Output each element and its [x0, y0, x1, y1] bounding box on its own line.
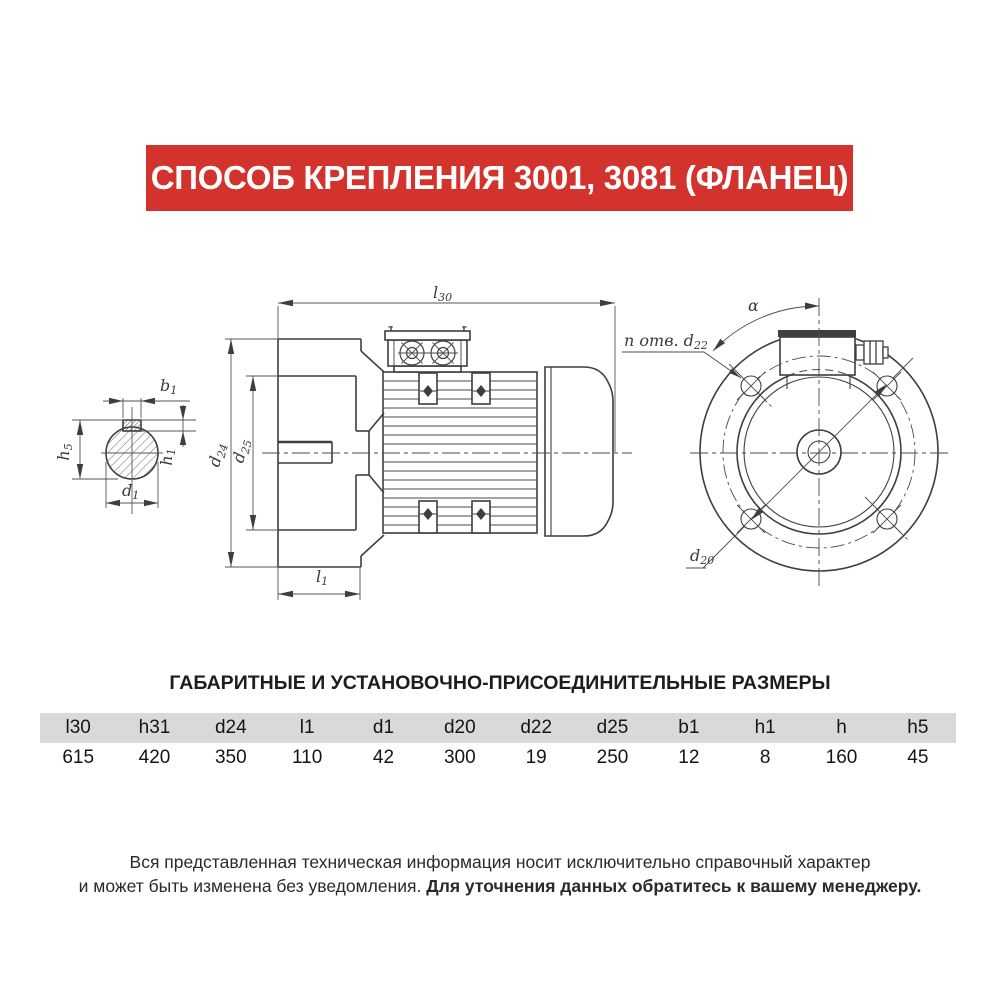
dim-label-d1: d1 — [122, 481, 140, 502]
banner-title: СПОСОБ КРЕПЛЕНИЯ 3001, 3081 (ФЛАНЕЦ) — [150, 159, 849, 196]
dim-label-n-holes-d22: n отв. d22 — [624, 331, 708, 352]
table-value-cell: 45 — [907, 747, 929, 768]
table-value-cell: 42 — [372, 747, 395, 768]
table-header-cell: h5 — [907, 717, 929, 738]
table-header-cell: d22 — [520, 717, 553, 738]
cable-gland-front — [856, 341, 888, 364]
disclaimer-line2-bold: Для уточнения данных обратитесь к вашему менеджеру. — [426, 876, 922, 896]
dim-label-l1: l1 — [316, 567, 329, 588]
table-value-cell: 12 — [678, 747, 700, 768]
dim-label-h5: h5 — [54, 443, 75, 461]
table-header-cell: h1 — [754, 717, 776, 738]
dim-label-d25: d25 — [228, 438, 255, 465]
disclaimer-line1: Вся представленная техническая информация носит исключительно справочный характер — [129, 852, 871, 872]
table-header-cell: d24 — [214, 717, 247, 738]
table-value-cell: 250 — [596, 747, 629, 768]
dimensions-section-title: ГАБАРИТНЫЕ И УСТАНОВОЧНО-ПРИСОЕДИНИТЕЛЬНЫЕ РАЗМЕРЫ — [169, 672, 831, 694]
dim-label-h1: h1 — [157, 448, 178, 466]
table-value-row — [40, 743, 956, 773]
table-header-cell: h31 — [138, 717, 171, 738]
dimensions-table — [40, 713, 956, 773]
table-value-cell: 420 — [138, 747, 171, 768]
motor-body — [383, 372, 537, 533]
table-header-cell: d20 — [443, 717, 476, 738]
dim-label-d24: d24 — [204, 442, 231, 469]
disclaimer — [0, 850, 1000, 898]
table-header-cell: b1 — [678, 717, 700, 738]
table-value-cell: 615 — [62, 747, 95, 768]
dim-label-alpha: α — [748, 296, 759, 315]
table-header-cell: h — [836, 717, 847, 738]
table-header-cell: l1 — [299, 717, 315, 738]
table-header-row — [40, 713, 956, 743]
table-value-cell: 160 — [825, 747, 858, 768]
table-header-cell: d1 — [372, 717, 395, 738]
dim-label-l30: l30 — [433, 283, 453, 304]
table-header-cell: l30 — [65, 717, 91, 738]
table-value-cell: 300 — [443, 747, 476, 768]
dim-label-b1: b1 — [160, 376, 178, 397]
disclaimer-line2 — [0, 874, 1000, 898]
table-header-cell: d25 — [596, 717, 629, 738]
motor-side-view — [225, 300, 632, 600]
dim-label-d20: d20 — [690, 546, 715, 567]
fan-cowl — [545, 367, 613, 536]
table-value-cell: 8 — [759, 747, 771, 768]
terminal-box-side — [385, 326, 470, 372]
table-value-cell: 19 — [525, 747, 547, 768]
table-value-cell: 110 — [292, 747, 323, 768]
disclaimer-line2-regular: и может быть изменена без уведомления. — [78, 876, 427, 896]
table-value-cell: 350 — [214, 747, 247, 768]
